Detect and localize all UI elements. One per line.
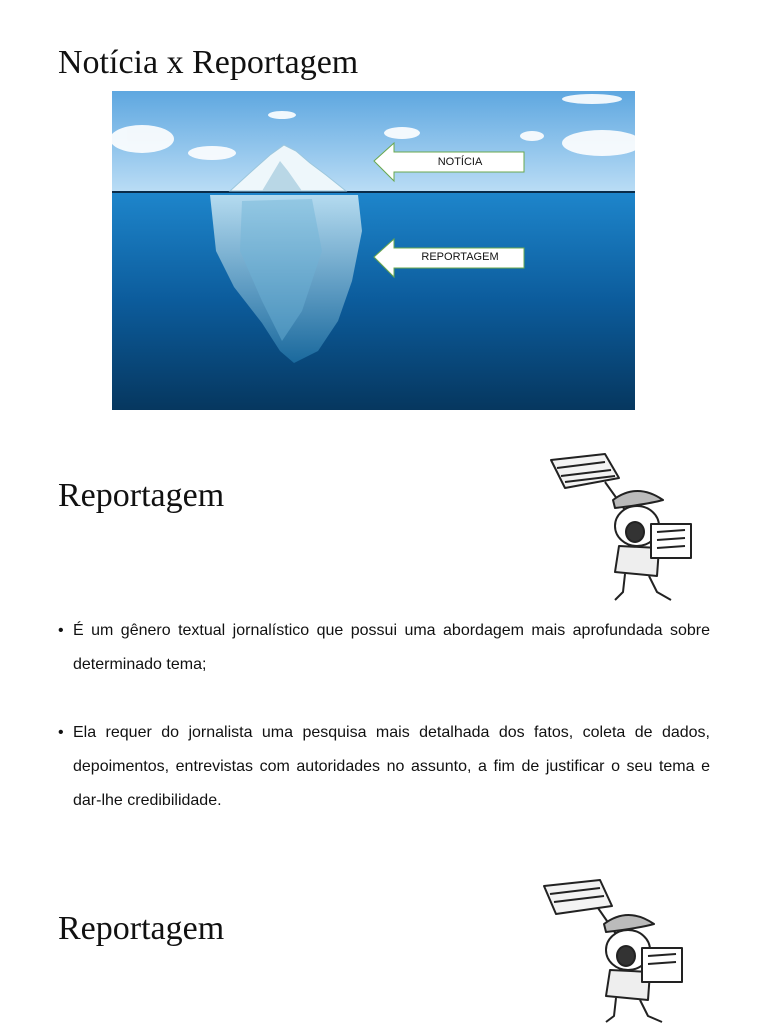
slide-title-noticia-x-reportagem: Notícia x Reportagem: [58, 44, 359, 81]
bullet-item-definition: [58, 614, 710, 682]
bullet-item-requirements: [58, 716, 710, 818]
slide-title-reportagem-2: Reportagem: [58, 910, 225, 947]
bullet-marker: •: [58, 622, 64, 639]
noticia-arrow-label: NOTÍCIA: [437, 156, 483, 168]
bullet-text: Ela requer do jornalista uma pesquisa mais detalhada dos fatos, coleta de dados, depoimentos, entrevistas com autoridades no assunto, a fim de justificar o seu tema e dar-lhe credibilidade.: [73, 724, 710, 809]
bullet-marker: •: [58, 724, 64, 741]
bullet-text: É um gênero textual jornalístico que possui uma abordagem mais aprofundada sobre determinado tema;: [73, 622, 710, 673]
reportagem-bullet-list: [58, 614, 710, 818]
iceberg-illustration: [112, 91, 635, 410]
newsboy-icon: [545, 452, 715, 604]
reportagem-arrow-label: REPORTAGEM: [421, 251, 499, 263]
iceberg-image: [112, 91, 635, 410]
slide-title-reportagem: Reportagem: [58, 477, 225, 514]
newsboy-icon: [538, 876, 706, 1024]
